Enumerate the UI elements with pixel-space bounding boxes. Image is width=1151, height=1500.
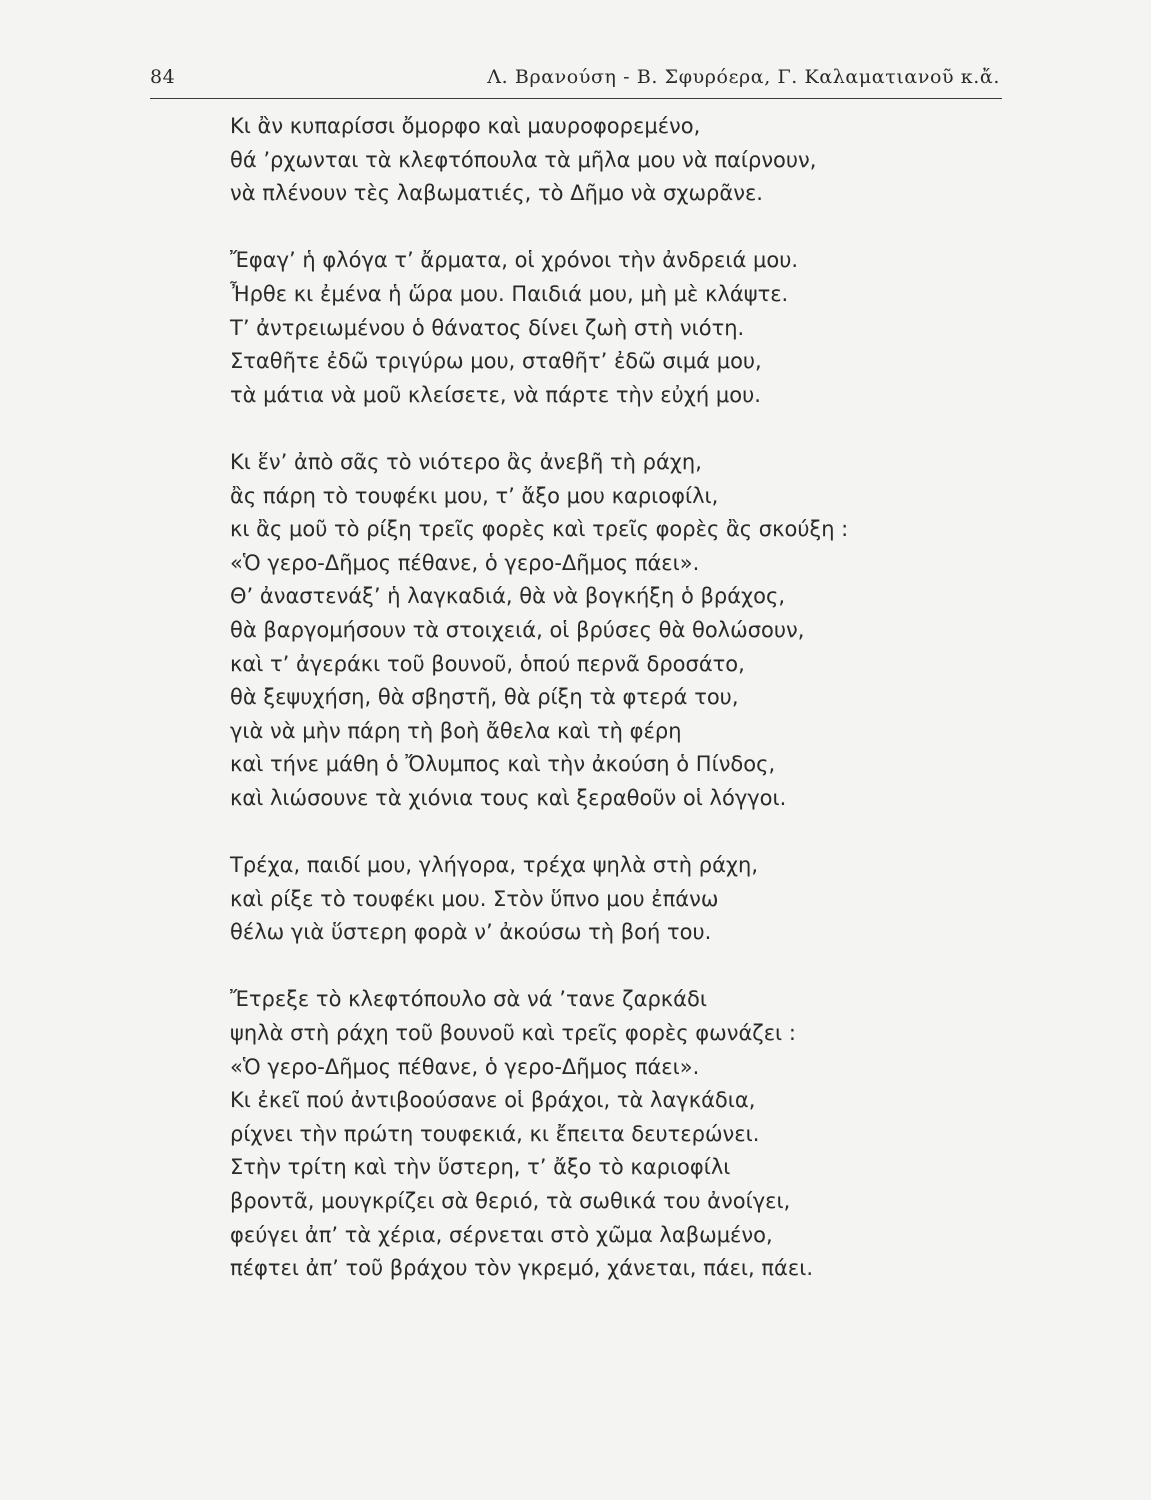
poem-line: «Ὁ γερο-Δῆμος πέθανε, ὁ γερο-Δῆμος πάει». [230, 1054, 700, 1079]
page-header [150, 64, 1002, 99]
poem-line: θά ’ρχωνται τὰ κλεφτόπουλα τὰ μῆλα μου νὰ παίρνουν, [230, 147, 817, 172]
poem-line: Τ’ ἀντρειωμένου ὁ θάνατος δίνει ζωὴ στὴ νιότη. [230, 315, 745, 340]
poem-line: ἂς πάρη τὸ τουφέκι μου, τ’ ἄξο μου καριοφίλι, [230, 483, 719, 508]
poem-line: θὰ ξεψυχήση, θὰ σβηστῆ, θὰ ρίξη τὰ φτερά του, [230, 685, 739, 710]
poem-line: νὰ πλένουν τὲς λαβωματιές, τὸ Δῆμο νὰ σχωρᾶνε. [230, 181, 763, 206]
poem-line: γιὰ νὰ μὴν πάρη τὴ βοὴ ἄθελα καὶ τὴ φέρη [230, 718, 682, 743]
poem-line: Ἔτρεξε τὸ κλεφτόπουλο σὰ νά ’τανε ζαρκάδι [230, 987, 707, 1012]
stanza-5 [230, 983, 960, 1285]
poem-line: Κι ἂν κυπαρίσσι ὄμορφο καὶ μαυροφορεμένο, [230, 114, 701, 138]
poem-line: ψηλὰ στὴ ράχη τοῦ βουνοῦ καὶ τρεῖς φορὲς φωνάζει : [230, 1021, 796, 1046]
stanza-4 [230, 849, 960, 950]
poem-line: πέφτει ἀπ’ τοῦ βράχου τὸν γκρεμό, χάνεται, πάει, πάει. [230, 1256, 814, 1281]
poem-line: τὰ μάτια νὰ μοῦ κλείσετε, νὰ πάρτε τὴν εὐχή μου. [230, 382, 761, 407]
page-number: 84 [150, 66, 176, 88]
poem-line: «Ὁ γερο-Δῆμος πέθανε, ὁ γερο-Δῆμος πάει». [230, 550, 700, 575]
poem-line: Κι ἕν’ ἀπὸ σᾶς τὸ νιότερο ἂς ἀνεβῆ τὴ ράχη, [230, 449, 702, 474]
poem-line: καὶ τήνε μάθη ὁ Ὄλυμπος καὶ τὴν ἀκούση ὁ Πίνδος, [230, 752, 776, 777]
poem-line: Κι ἐκεῖ πού ἀντιβοούσανε οἱ βράχοι, τὰ λαγκάδια, [230, 1088, 756, 1113]
stanza-3 [230, 446, 960, 816]
poem-line: Ἦρθε κι ἐμένα ἡ ὥρα μου. Παιδιά μου, μὴ μὲ κλάψτε. [230, 281, 789, 306]
poem-line: Ἔφαγ’ ἡ φλόγα τ’ ἄρματα, οἱ χρόνοι τὴν ἀνδρειά μου. [230, 248, 799, 273]
poem-line: Θ’ ἀναστενάξ’ ἡ λαγκαδιά, θὰ νὰ βογκήξη ὁ βράχος, [230, 584, 786, 609]
poem-text [230, 110, 960, 1286]
poem-line: φεύγει ἀπ’ τὰ χέρια, σέρνεται στὸ χῶμα λαβωμένο, [230, 1222, 773, 1247]
poem-line: ρίχνει τὴν πρώτη τουφεκιά, κι ἔπειτα δευτερώνει. [230, 1121, 760, 1146]
stanza-1 [230, 110, 960, 211]
poem-line: καὶ λιώσουνε τὰ χιόνια τους καὶ ξεραθοῦν οἱ λόγγοι. [230, 785, 787, 810]
poem-line: βροντᾶ, μουγκρίζει σὰ θεριό, τὰ σωθικά του ἀνοίγει, [230, 1189, 791, 1213]
poem-line: Τρέχα, παιδί μου, γλήγορα, τρέχα ψηλὰ στὴ ράχη, [230, 853, 759, 878]
poem-line: καὶ ρίξε τὸ τουφέκι μου. Στὸν ὕπνο μου ἐπάνω [230, 886, 719, 911]
poem-line: Στὴν τρίτη καὶ τὴν ὕστερη, τ’ ἄξο τὸ καριοφίλι [230, 1155, 731, 1180]
poem-line: Σταθῆτε ἐδῶ τριγύρω μου, σταθῆτ’ ἐδῶ σιμά μου, [230, 349, 762, 374]
stanza-2 [230, 244, 960, 412]
poem-line: καὶ τ’ ἀγεράκι τοῦ βουνοῦ, ὁπού περνᾶ δροσάτο, [230, 651, 745, 676]
poem-line: κι ἂς μοῦ τὸ ρίξη τρεῖς φορὲς καὶ τρεῖς φορὲς ἂς σκούξη : [230, 517, 849, 542]
poem-line: θὰ βαργομήσουν τὰ στοιχειά, οἱ βρύσες θὰ θολώσουν, [230, 617, 805, 642]
poem-line: θέλω γιὰ ὕστερη φορὰ ν’ ἀκούσω τὴ βοή του. [230, 920, 712, 945]
running-head: Λ. Βρανούση - Β. Σφυρόερα, Γ. Καλαματιανοῦ κ.ἄ. [487, 66, 1000, 88]
